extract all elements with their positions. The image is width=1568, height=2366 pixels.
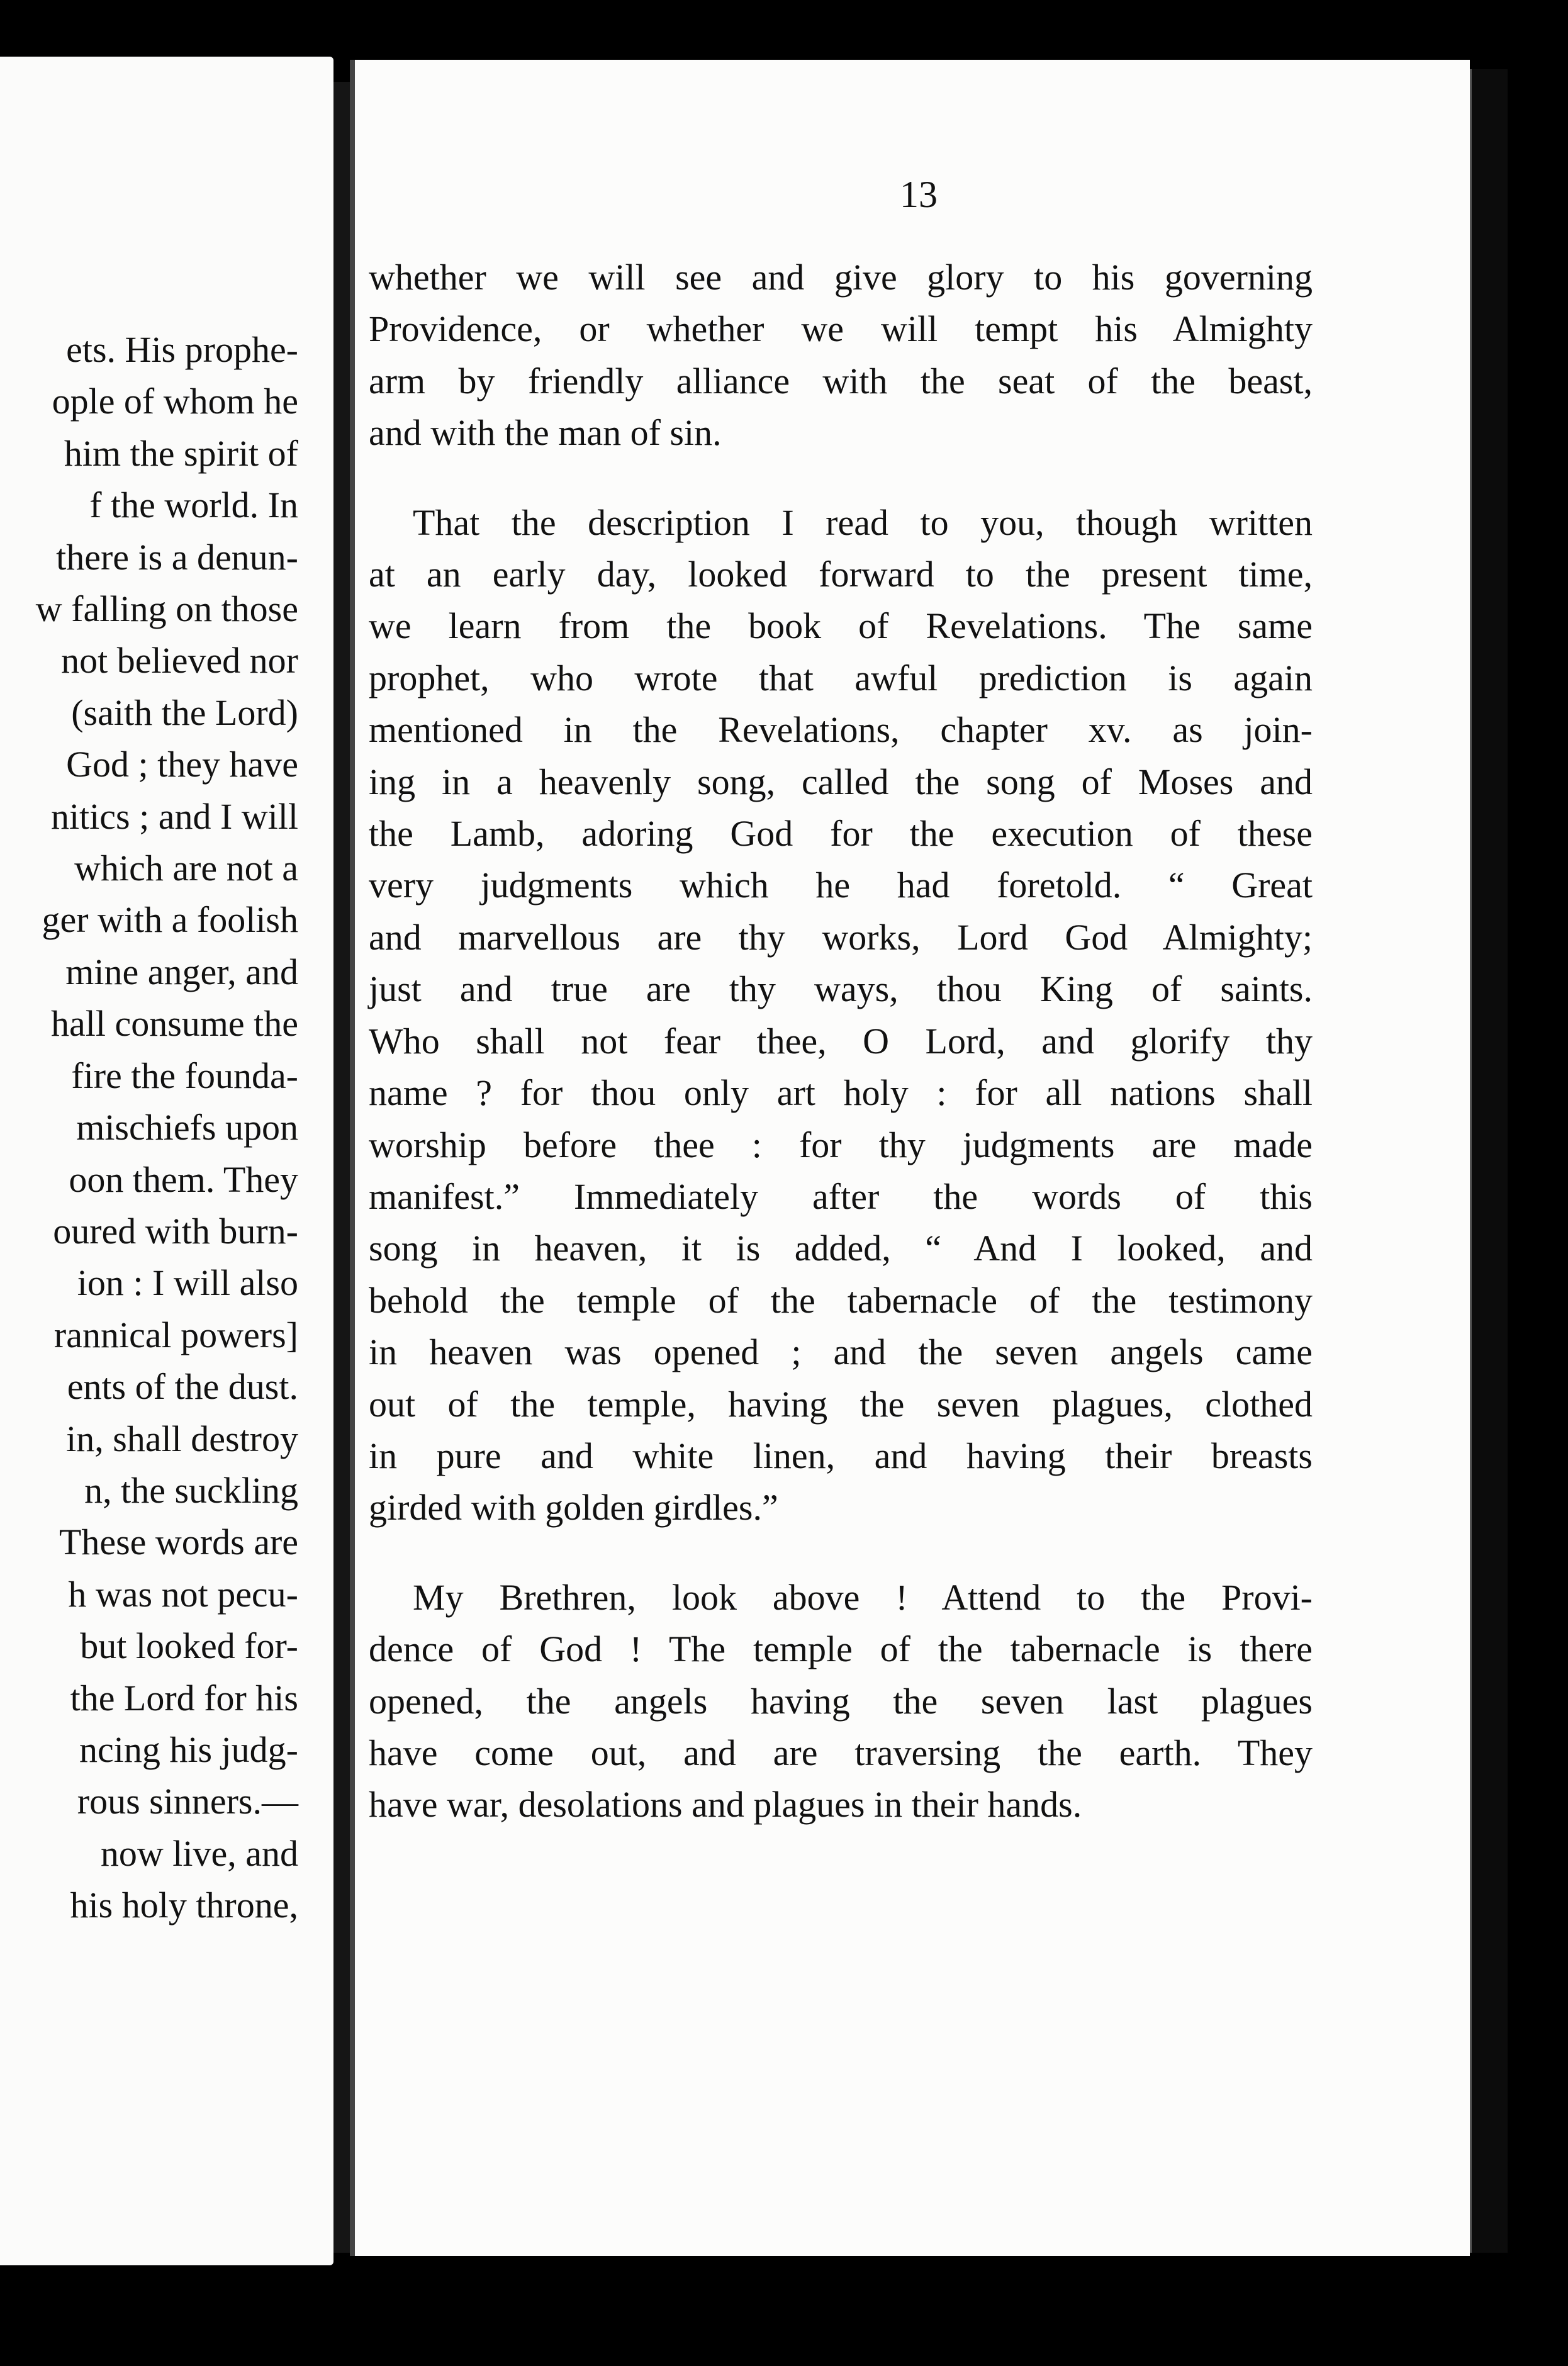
left-text-line: f the world. In <box>89 485 298 526</box>
text-line: very judgments which he had foretold. “ Great <box>369 865 1313 906</box>
left-text-line: nitics ; and I will <box>50 795 298 837</box>
text-line: manifest.” Immediately after the words of this <box>369 1175 1313 1217</box>
text-line: dence of God ! The temple of the tabernacle is there <box>369 1629 1313 1670</box>
text-line: prophet, who wrote that awful prediction is again <box>369 657 1313 698</box>
page-number: 13 <box>900 174 938 215</box>
left-page-text <box>0 324 298 1932</box>
text-line: and with the man of sin. <box>369 412 722 454</box>
text-line: ing in a heavenly song, called the song of Moses and <box>369 761 1313 802</box>
text-line: whether we will see and give glory to his governing <box>369 257 1313 298</box>
left-text-line: rannical powers] <box>53 1314 298 1355</box>
paragraph <box>369 252 1313 459</box>
paragraph <box>369 497 1313 1534</box>
left-text-line: h was not pecu- <box>68 1573 298 1615</box>
left-text-line: God ; they have <box>66 744 298 785</box>
left-text-line: the Lord for his <box>70 1677 298 1718</box>
left-text-line: ion : I will also <box>77 1262 298 1304</box>
left-text-line: n, the suckling <box>84 1469 298 1511</box>
text-line: My Brethren, look above ! Attend to the Provi- <box>413 1576 1313 1618</box>
text-line: behold the temple of the tabernacle of the testimony <box>369 1279 1313 1321</box>
text-line: have war, desolations and plagues in their hands. <box>369 1784 1082 1825</box>
left-text-line: not believed nor <box>61 640 298 681</box>
text-line: opened, the angels having the seven last plagues <box>369 1680 1313 1722</box>
text-line: name ? for thou only art holy : for all nations shall <box>369 1072 1313 1114</box>
page-edge <box>1470 69 1508 2253</box>
text-line: we learn from the book of Revelations. The same <box>369 605 1313 647</box>
left-text-line: there is a denun- <box>56 536 298 578</box>
book-gutter <box>333 82 350 2253</box>
left-text-line: mine anger, and <box>65 951 298 992</box>
left-text-line: rous sinners.— <box>77 1781 298 1822</box>
left-text-line: him the spirit of <box>64 432 298 474</box>
left-text-line: ople of whom he <box>52 381 298 422</box>
text-line: arm by friendly alliance with the seat of the beast, <box>369 360 1313 401</box>
text-line: girded with golden girdles.” <box>369 1487 778 1528</box>
left-text-line: now live, and <box>100 1832 298 1874</box>
text-line: just and true are thy ways, thou King of saints. <box>369 968 1313 1010</box>
text-line: song in heaven, it is added, “ And I looked, and <box>369 1228 1313 1269</box>
left-text-line: hall consume the <box>50 1003 298 1045</box>
left-text-line: mischiefs upon <box>76 1107 298 1148</box>
text-line: Who shall not fear thee, O Lord, and glorify thy <box>369 1020 1313 1062</box>
text-line: in pure and white linen, and having their breasts <box>369 1435 1313 1476</box>
text-line: Providence, or whether we will tempt his Almighty <box>369 308 1313 350</box>
left-text-line: which are not a <box>74 848 298 889</box>
left-text-line: ents of the dust. <box>67 1366 298 1408</box>
text-line: at an early day, looked forward to the present time, <box>369 554 1313 595</box>
left-page <box>0 57 333 2265</box>
text-line: out of the temple, having the seven plagues, clothed <box>369 1383 1313 1425</box>
left-text-line: his holy throne, <box>70 1885 298 1926</box>
right-page <box>350 60 1470 2256</box>
left-text-line: oured with burn- <box>53 1210 298 1252</box>
text-line: the Lamb, adoring God for the execution of these <box>369 813 1313 855</box>
text-line: mentioned in the Revelations, chapter xv. as join- <box>369 709 1313 751</box>
left-text-line: fire the founda- <box>71 1055 298 1096</box>
text-line: That the description I read to you, though written <box>413 502 1313 543</box>
paragraph-gap <box>369 1534 1313 1572</box>
left-text-line: ncing his judg- <box>79 1729 298 1770</box>
left-text-line: ets. His prophe- <box>66 329 298 370</box>
paragraph <box>369 1572 1313 1831</box>
right-page-text <box>369 252 1313 1831</box>
left-text-line: These words are <box>59 1522 298 1563</box>
left-text-line: but looked for- <box>80 1625 298 1667</box>
left-text-line: (saith the Lord) <box>71 692 298 733</box>
text-line: and marvellous are thy works, Lord God Almighty; <box>369 916 1313 958</box>
left-text-line: ger with a foolish <box>42 899 298 941</box>
left-text-line: oon them. They <box>69 1158 298 1200</box>
left-text-line: w falling on those <box>35 588 298 630</box>
text-line: worship before thee : for thy judgments are made <box>369 1124 1313 1165</box>
text-line: in heaven was opened ; and the seven angels came <box>369 1332 1313 1373</box>
text-line: have come out, and are traversing the earth. They <box>369 1732 1313 1773</box>
left-text-line: in, shall destroy <box>66 1418 298 1459</box>
paragraph-gap <box>369 459 1313 497</box>
